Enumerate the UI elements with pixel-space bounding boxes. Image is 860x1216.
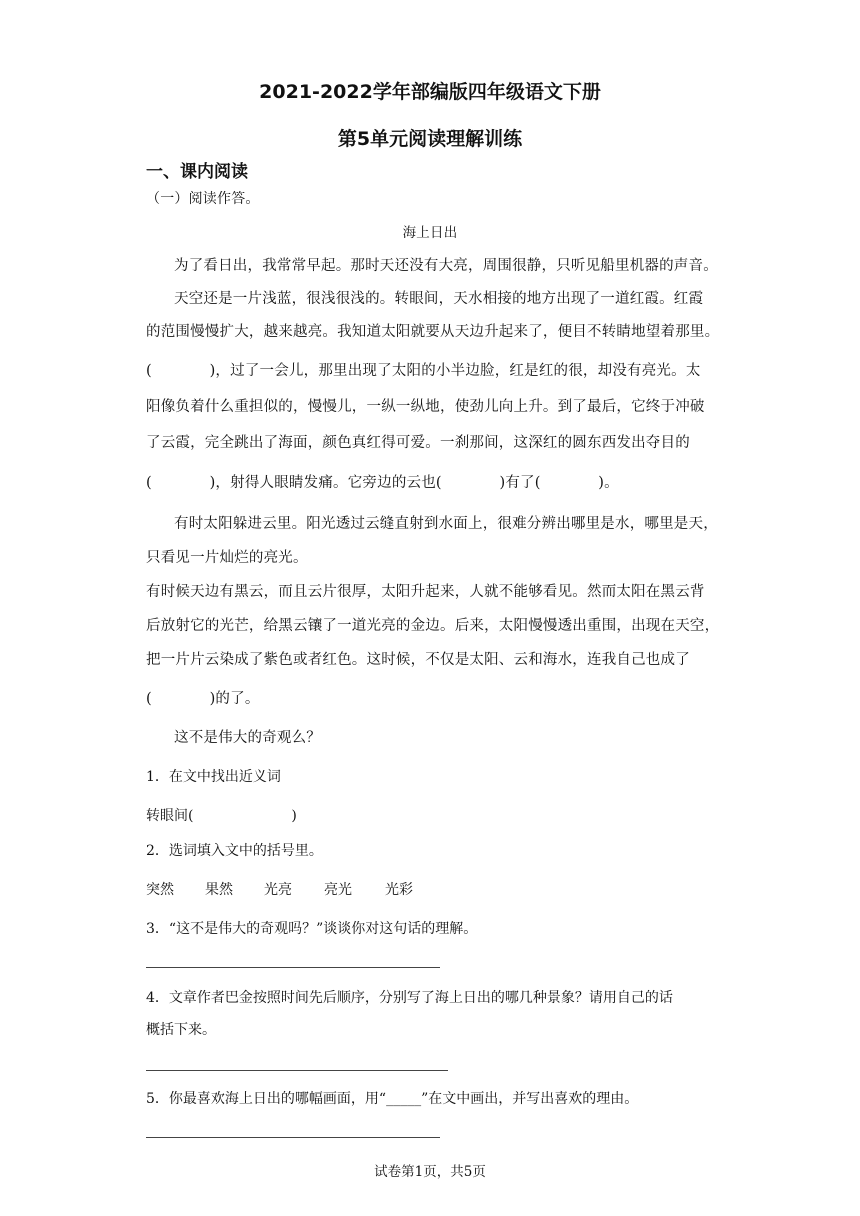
word-option: 光彩 bbox=[385, 882, 413, 898]
word-option: 光亮 bbox=[264, 882, 292, 898]
passage-line: 有时候天边有黑云，而且云片很厚，太阳升起来，人就不能够看见。然而太阳在黑云背 bbox=[146, 584, 705, 600]
question-4-continued: 概括下来。 bbox=[146, 1022, 216, 1038]
word-option: 突然 bbox=[146, 882, 174, 898]
passage-line: ( )，射得人眼睛发痛。它旁边的云也( )有了( )。 bbox=[146, 475, 619, 491]
passage-line: 天空还是一片浅蓝，很浅很浅的。转眼间，天水相接的地方出现了一道红霞。红霞 bbox=[174, 291, 704, 307]
section-heading: 一、课内阅读 bbox=[146, 162, 248, 182]
passage-line: 这不是伟大的奇观么？ bbox=[174, 730, 321, 746]
question-4: 4．文章作者巴金按照时间先后顺序，分别写了海上日出的哪几种景象？请用自己的话 bbox=[146, 990, 673, 1006]
answer-line[interactable] bbox=[146, 967, 440, 968]
question-1: 1．在文中找出近义词 bbox=[146, 769, 281, 785]
question-2: 2．选词填入文中的括号里。 bbox=[146, 843, 323, 859]
document-title: 2021-2022学年部编版四年级语文下册 bbox=[259, 81, 601, 103]
passage-line: 了云霞，完全跳出了海面，颜色真红得可爱。一刹那间，这深红的圆东西发出夺目的 bbox=[146, 435, 690, 451]
passage-title: 海上日出 bbox=[402, 225, 458, 241]
question-3: 3．“这不是伟大的奇观吗？”谈谈你对这句话的理解。 bbox=[146, 921, 478, 937]
answer-line[interactable] bbox=[146, 1070, 448, 1071]
passage-line: ( )，过了一会儿，那里出现了太阳的小半边脸，红是红的很，却没有亮光。太 bbox=[146, 363, 701, 379]
passage-line: 后放射它的光芒，给黑云镶了一道光亮的金边。后来，太阳慢慢透出重围，出现在天空， bbox=[146, 618, 720, 634]
document-subtitle: 第5单元阅读理解训练 bbox=[337, 128, 523, 150]
passage-line: ( )的了。 bbox=[146, 691, 260, 707]
question-5: 5．你最喜欢海上日出的哪幅画面，用“_____”在文中画出，并写出喜欢的理由。 bbox=[146, 1091, 639, 1107]
word-option: 果然 bbox=[205, 882, 233, 898]
page-footer: 试卷第1页，共5页 bbox=[374, 1164, 486, 1180]
passage-line: 为了看日出，我常常早起。那时天还没有大亮，周围很静，只听见船里机器的声音。 bbox=[174, 258, 718, 274]
passage-line: 只看见一片灿烂的亮光。 bbox=[146, 550, 308, 566]
passage-line: 把一片片云染成了紫色或者红色。这时候，不仅是太阳、云和海水，连我自己也成了 bbox=[146, 652, 690, 668]
passage-line: 有时太阳躲进云里。阳光透过云缝直射到水面上，很难分辨出哪里是水，哪里是天， bbox=[174, 516, 718, 532]
passage-line: 阳像负着什么重担似的，慢慢儿，一纵一纵地，使劲儿向上升。到了最后，它终于冲破 bbox=[146, 399, 705, 415]
word-option: 亮光 bbox=[324, 882, 352, 898]
sub-heading: （一）阅读作答。 bbox=[146, 191, 260, 207]
question-1-item: 转眼间( ) bbox=[146, 808, 297, 824]
passage-line: 的范围慢慢扩大，越来越亮。我知道太阳就要从天边升起来了，便目不转睛地望着那里。 bbox=[146, 324, 720, 340]
answer-line[interactable] bbox=[146, 1137, 440, 1138]
